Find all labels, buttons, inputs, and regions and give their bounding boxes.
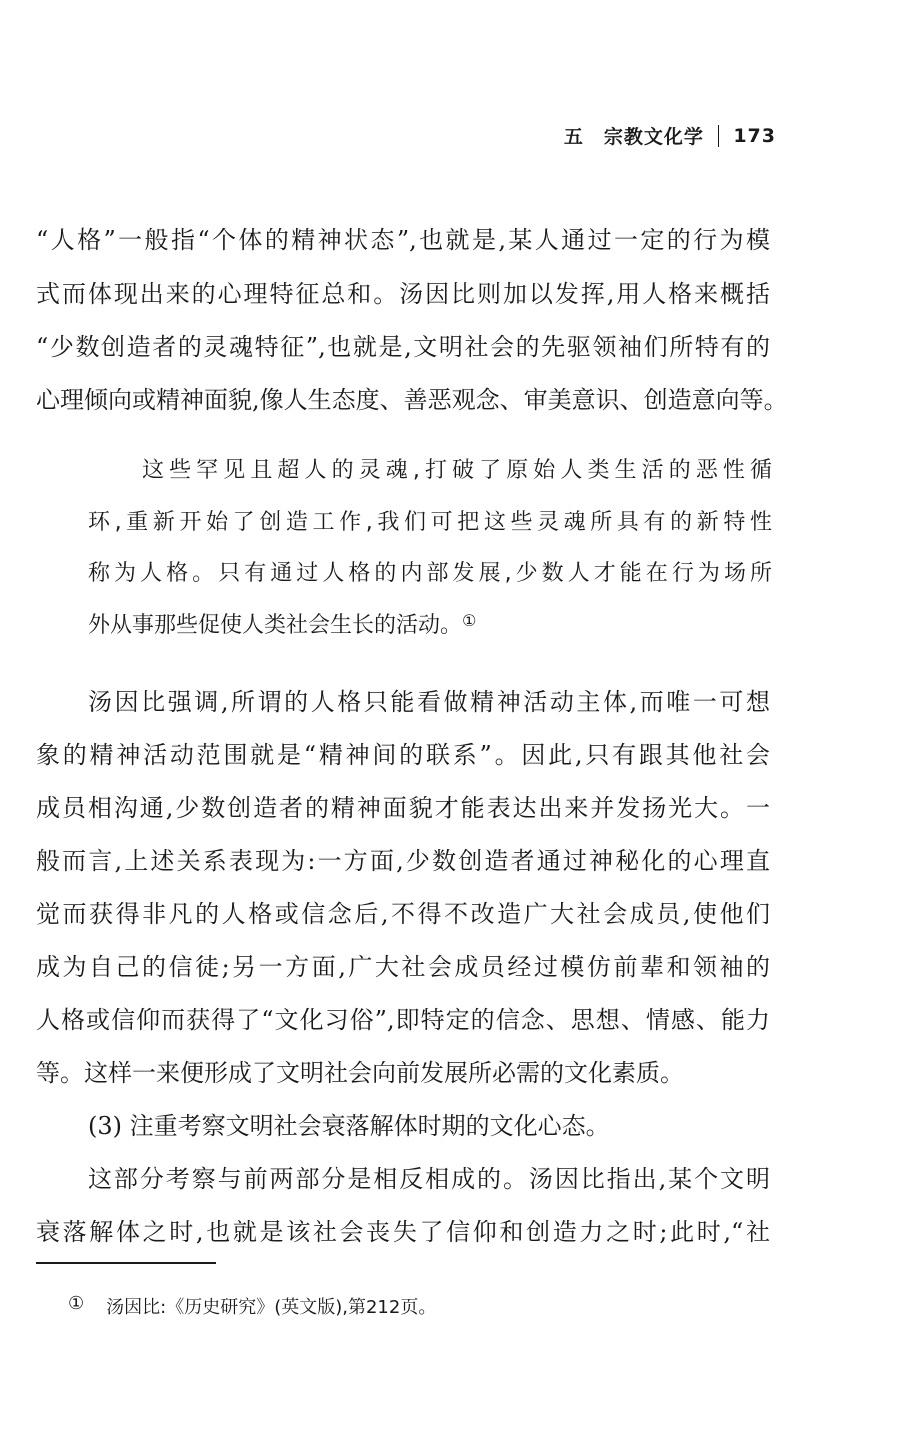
footnote-reference: ① xyxy=(462,611,477,630)
paragraph2-line: 般而言,上述关系表现为:一方面,少数创造者通过神秘化的心理直 xyxy=(36,847,770,875)
chapter-title: 五 宗教文化学 xyxy=(563,126,704,148)
paragraph2-line: 觉而获得非凡的人格或信念后,不得不改造广大社会成员,使他们 xyxy=(36,900,770,928)
footnote-rule xyxy=(36,1262,216,1264)
paragraph3-line: 这部分考察与前两部分是相反相成的。汤因比指出,某个文明 xyxy=(88,1165,770,1193)
header-divider xyxy=(718,125,720,147)
footnote xyxy=(68,1293,436,1319)
footnote-text: 汤因比:《历史研究》(英文版),第212页。 xyxy=(106,1297,437,1318)
paragraph2-line: 成员相沟通,少数创造者的精神面貌才能表达出来并发扬光大。一 xyxy=(36,794,770,822)
quote-last-line xyxy=(88,613,772,637)
paragraph2-line: 象的精神活动范围就是“精神间的联系”。因此,只有跟其他社会 xyxy=(36,741,770,769)
paragraph1-line: 式而体现出来的心理特征总和。汤因比则加以发挥,用人格来概括 xyxy=(36,280,770,308)
paragraph1-line: “人格”一般指“个体的精神状态”,也就是,某人通过一定的行为模 xyxy=(36,226,770,254)
footnote-marker: ① xyxy=(68,1293,85,1314)
section-heading: (3) 注重考察文明社会衰落解体时期的文化心态。 xyxy=(88,1112,610,1140)
paragraph1-line: 心理倾向或精神面貌,像人生态度、善恶观念、审美意识、创造意向等。 xyxy=(36,386,788,414)
paragraph1-line: “少数创造者的灵魂特征”,也就是,文明社会的先驱领袖们所特有的 xyxy=(36,333,770,361)
paragraph2-line: 成为自己的信徒;另一方面,广大社会成员经过模仿前辈和领袖的 xyxy=(36,953,770,981)
quote-line-text: 外从事那些促使人类社会生长的活动。 xyxy=(88,613,463,638)
running-header xyxy=(564,122,776,149)
paragraph2-line: 等。这样一来便形成了文明社会向前发展所必需的文化素质。 xyxy=(36,1059,684,1087)
paragraph3-line: 衰落解体之时,也就是该社会丧失了信仰和创造力之时;此时,“社 xyxy=(36,1218,770,1246)
paragraph2-line: 人格或信仰而获得了“文化习俗”,即特定的信念、思想、情感、能力 xyxy=(36,1006,770,1034)
quote-line: 环,重新开始了创造工作,我们可把这些灵魂所具有的新特性 xyxy=(88,510,772,535)
quote-line: 这些罕见且超人的灵魂,打破了原始人类生活的恶性循 xyxy=(142,458,772,483)
quote-line: 称为人格。只有通过人格的内部发展,少数人才能在行为场所 xyxy=(88,561,772,586)
paragraph2-line: 汤因比强调,所谓的人格只能看做精神活动主体,而唯一可想 xyxy=(88,688,770,716)
page-number: 173 xyxy=(733,124,776,147)
